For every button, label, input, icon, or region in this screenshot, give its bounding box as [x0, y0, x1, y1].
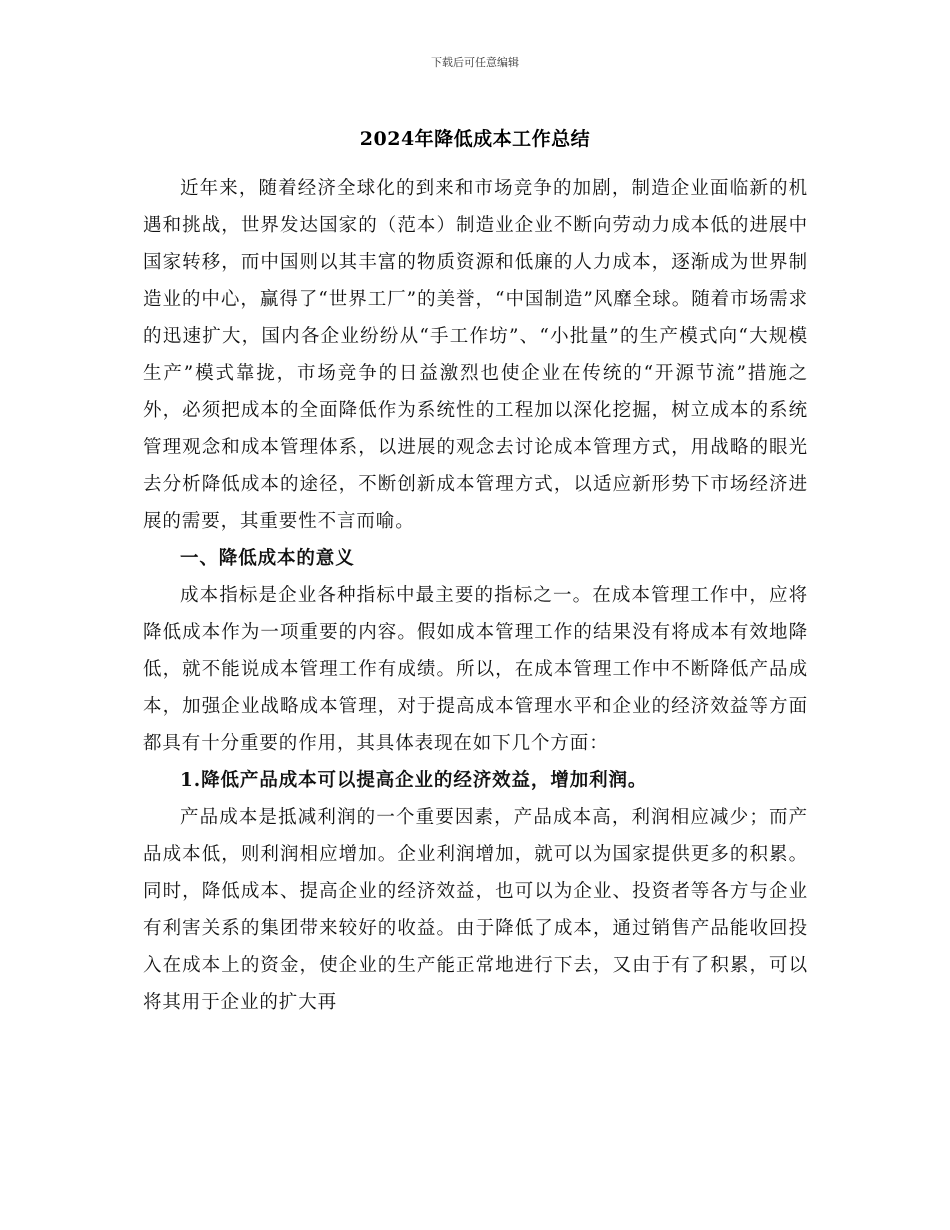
- subsection-heading-1: 1.降低产品成本可以提高企业的经济效益，增加利润。: [180, 770, 648, 791]
- subsection-1-paragraph: 产品成本是抵减利润的一个重要因素，产品成本高，利润相应减少；而产品成本低，则利润相应增加。企业利润增加，就可以为国家提供更多的积累。同时，降低成本、提高企业的经济效益，也可以为企业、投资者等各方与企业有利害关系的集团带来较好的收益。由于降低了成本，通过销售产品能收回投入在成本上的资金，使企业的生产能正常地进行下去，又由于有了积累，可以将其用于企业的扩大再: [143, 807, 808, 1013]
- section-1-paragraph: 成本指标是企业各种指标中最主要的指标之一。在成本管理工作中，应将降低成本作为一项重要的内容。假如成本管理工作的结果没有将成本有效地降低，就不能说成本管理工作有成绩。所以，在成本管理工作中不断降低产品成本，加强企业战略成本管理，对于提高成本管理水平和企业的经济效益等方面都具有十分重要的作用，其具体表现在如下几个方面：: [143, 585, 808, 754]
- section-heading-1: 一、降低成本的意义: [180, 548, 355, 569]
- intro-paragraph: 近年来，随着经济全球化的到来和市场竞争的加剧，制造企业面临新的机遇和挑战，世界发达国家的（范本）制造业企业不断向劳动力成本低的进展中国家转移，而中国则以其丰富的物质资源和低廉的人力成本，逐渐成为世界制造业的中心，赢得了“世界工厂”的美誉，“中国制造”风靡全球。随着市场需求的迅速扩大，国内各企业纷纷从“手工作坊”、“小批量”的生产模式向“大规模生产”模式靠拢，市场竞争的日益激烈也使企业在传统的“开源节流”措施之外，必须把成本的全面降低作为系统性的工程加以深化挖掘，树立成本的系统管理观念和成本管理体系，以进展的观念去讨论成本管理方式，用战略的眼光去分析降低成本的途径，不断创新成本管理方式，以适应新形势下市场经济进展的需要，其重要性不言而喻。: [143, 178, 808, 532]
- document-title: 2024年降低成本工作总结: [359, 128, 591, 150]
- document-body: [143, 170, 808, 1021]
- header-note: 下载后可任意编辑: [431, 56, 519, 69]
